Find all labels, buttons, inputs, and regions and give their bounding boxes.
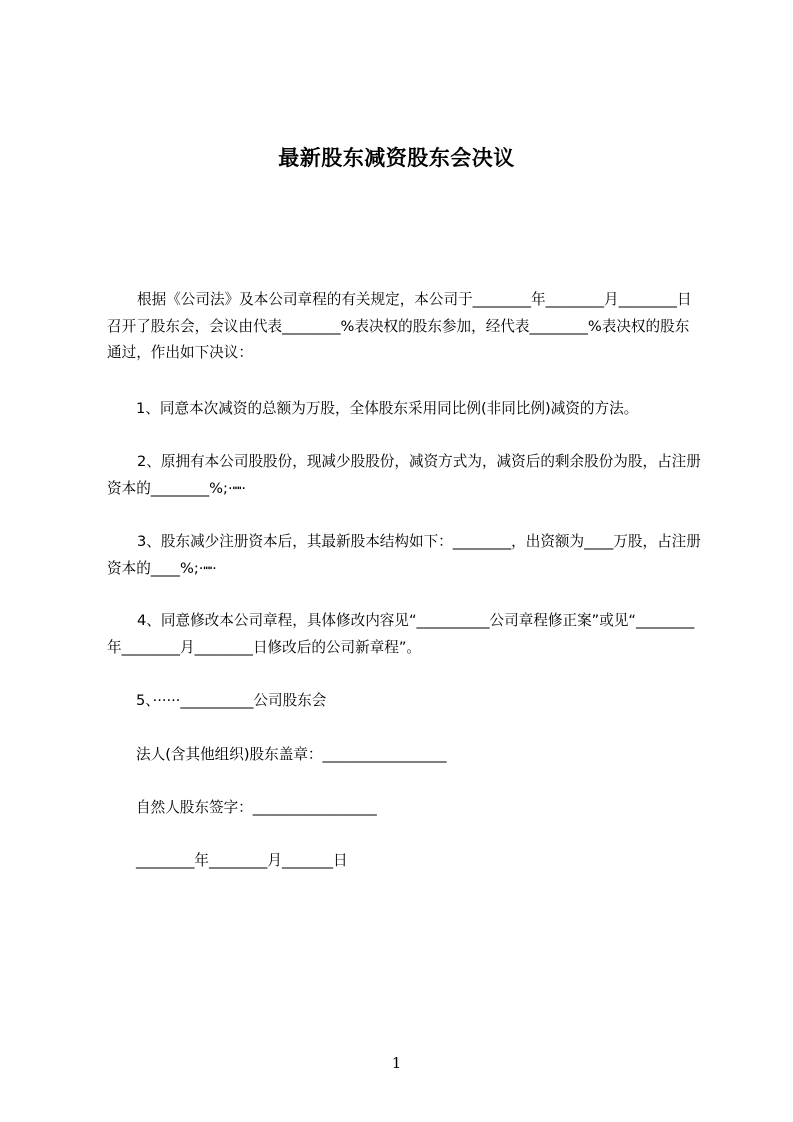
resolution-item-1: 1、同意本次减资的总额为万股，全体股东采用同比例(非同比例)减资的方法。 <box>136 400 639 417</box>
legal-person-seal-line: 法人(含其他组织)股东盖章：_________________ <box>136 746 447 763</box>
document-title: 最新股东减资股东会决议 <box>278 146 515 170</box>
resolution-item-2: 2、原拥有本公司股股份，现减少股股份，减资方式为，减资后的剩余股份为股，占注册资本的________%;·┉· <box>107 453 701 497</box>
resolution-item-5: 5、······__________公司股东会 <box>136 692 327 709</box>
natural-person-signature-line: 自然人股东签字：_________________ <box>136 799 377 816</box>
resolution-item-4: 4、同意修改本公司章程，具体修改内容见“__________公司章程修正案”或见“________年________月________日修改后的公司新章程”。 <box>107 612 695 656</box>
signature-date-line: ________年________月_______日 <box>136 852 348 869</box>
resolution-item-3: 3、股东减少注册资本后，其最新股本结构如下：________，出资额为____万股，占注册资本的____%;·┉· <box>107 533 701 577</box>
intro-paragraph: 根据《公司法》及本公司章程的有关规定，本公司于________年________月________日召开了股东会，会议由代表________%表决权的股东参加，经代表________%表决权的股东通过，作出如下决议： <box>107 291 692 361</box>
page-number: 1 <box>391 1054 402 1072</box>
